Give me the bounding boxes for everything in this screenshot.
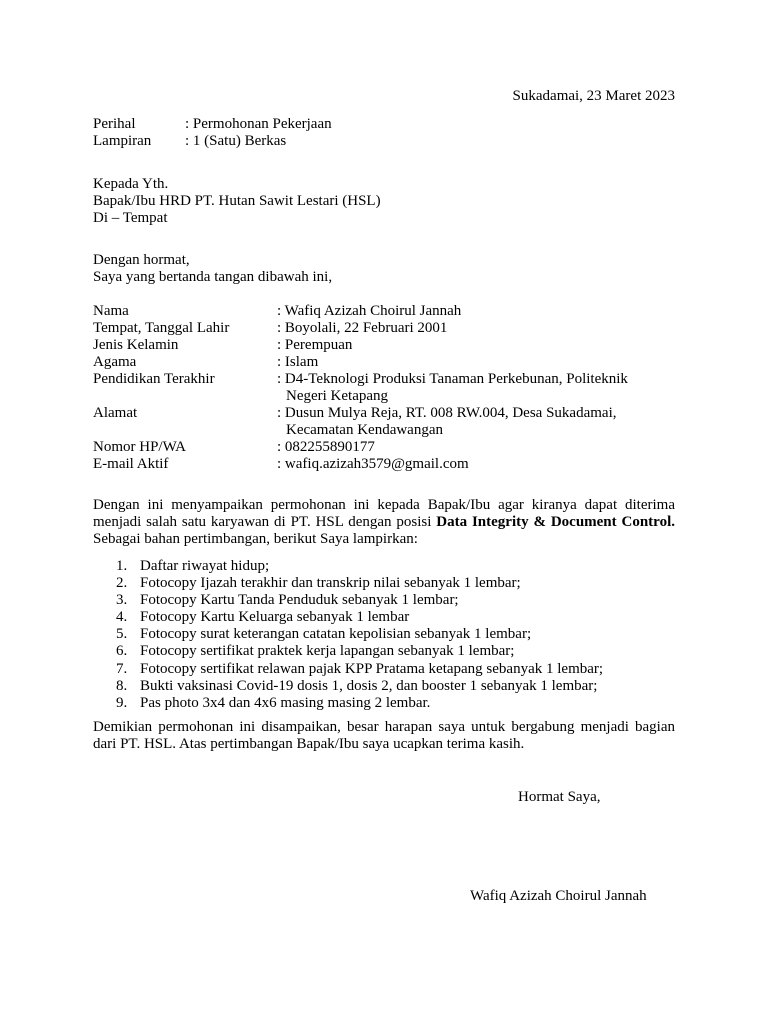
list-number: 8. <box>116 677 128 694</box>
list-text: Fotocopy surat keterangan catatan kepolisian sebanyak 1 lembar; <box>140 626 532 643</box>
place-date: Sukadamai, 23 Maret 2023 <box>512 88 675 104</box>
list-number: 7. <box>116 660 128 677</box>
list-number: 6. <box>116 643 128 660</box>
body-line-position <box>93 514 675 531</box>
list-text: Fotocopy Kartu Keluarga sebanyak 1 lembar <box>140 609 410 626</box>
attachment-list <box>116 558 603 712</box>
field-row-phone <box>93 439 375 456</box>
list-item <box>116 695 603 712</box>
field-value: : Perempuan <box>277 337 353 353</box>
meta-value: : 1 (Satu) Berkas <box>185 133 287 149</box>
field-value: : Islam <box>277 354 319 370</box>
field-value-continuation: Negeri Ketapang <box>286 388 389 404</box>
field-label: Jenis Kelamin <box>93 337 179 353</box>
meta-value: : Permohonan Pekerjaan <box>185 116 332 132</box>
list-item <box>116 558 603 575</box>
list-item <box>116 592 603 609</box>
closing-salutation: Hormat Saya, <box>518 789 601 805</box>
recipient-line: Kepada Yth. <box>93 176 169 192</box>
field-label: Tempat, Tanggal Lahir <box>93 320 230 336</box>
recipient-line: Bapak/Ibu HRD PT. Hutan Sawit Lestari (HSL) <box>93 193 381 209</box>
list-item <box>116 575 603 592</box>
list-item <box>116 678 603 695</box>
body-line-prefix: menjadi salah satu karyawan di PT. HSL dengan posisi <box>93 514 437 530</box>
body-line: Sebagai bahan pertimbangan, berikut Saya lampirkan: <box>93 531 418 547</box>
list-text: Fotocopy Kartu Tanda Penduduk sebanyak 1 lembar; <box>140 592 459 609</box>
list-text: Fotocopy Ijazah terakhir dan transkrip nilai sebanyak 1 lembar; <box>140 575 521 592</box>
field-label: Nomor HP/WA <box>93 439 186 455</box>
field-value-block <box>277 371 628 405</box>
field-label: Nama <box>93 303 129 319</box>
body-line: Dengan ini menyampaikan permohonan ini kepada Bapak/Ibu agar kiranya dapat diterima <box>93 497 675 513</box>
list-text: Pas photo 3x4 dan 4x6 masing masing 2 lembar. <box>140 694 431 711</box>
field-label: Agama <box>93 354 137 370</box>
closing-line: dari PT. HSL. Atas pertimbangan Bapak/Ibu saya ucapkan terima kasih. <box>93 736 525 752</box>
list-number: 4. <box>116 609 128 626</box>
list-number: 9. <box>116 694 128 711</box>
field-value: : Dusun Mulya Reja, RT. 008 RW.004, Desa Sukadamai, <box>277 405 617 421</box>
field-value: : wafiq.azizah3579@gmail.com <box>277 456 469 472</box>
closing-line: Demikian permohonan ini disampaikan, besar harapan saya untuk bergabung menjadi bagian <box>93 719 675 735</box>
meta-label: Perihal <box>93 116 136 132</box>
field-label: Alamat <box>93 405 138 421</box>
field-value: : D4-Teknologi Produksi Tanaman Perkebunan, Politeknik <box>277 371 628 387</box>
field-row-name <box>93 303 461 320</box>
field-value-continuation: Kecamatan Kendawangan <box>286 422 444 438</box>
field-value-block <box>277 405 617 439</box>
body-paragraph <box>93 497 675 548</box>
list-text: Fotocopy sertifikat relawan pajak KPP Pratama ketapang sebanyak 1 lembar; <box>140 660 604 677</box>
field-row-email <box>93 456 469 473</box>
field-label: E-mail Aktif <box>93 456 169 472</box>
list-text: Fotocopy sertifikat praktek kerja lapangan sebanyak 1 lembar; <box>140 643 515 660</box>
list-number: 2. <box>116 575 128 592</box>
list-text: Bukti vaksinasi Covid-19 dosis 1, dosis 2, dan booster 1 sebanyak 1 lembar; <box>140 677 598 694</box>
list-item <box>116 626 603 643</box>
recipient-line: Di – Tempat <box>93 210 168 226</box>
greeting: Dengan hormat, <box>93 252 190 268</box>
intro-line: Saya yang bertanda tangan dibawah ini, <box>93 269 333 285</box>
list-number: 5. <box>116 626 128 643</box>
list-number: 1. <box>116 558 128 574</box>
list-number: 3. <box>116 592 128 609</box>
field-row-birth <box>93 320 447 337</box>
field-row-address <box>93 405 617 439</box>
meta-label: Lampiran <box>93 133 152 149</box>
job-position: Data Integrity & Document Control. <box>436 514 675 530</box>
field-row-religion <box>93 354 318 371</box>
field-value: : Wafiq Azizah Choirul Jannah <box>277 303 462 319</box>
field-row-education <box>93 371 628 405</box>
list-item <box>116 609 603 626</box>
meta-row-subject <box>93 116 332 133</box>
field-value: : 082255890177 <box>277 439 375 455</box>
signatory-name: Wafiq Azizah Choirul Jannah <box>470 888 647 904</box>
closing-paragraph <box>93 719 675 753</box>
meta-row-attachment <box>93 133 286 150</box>
field-label: Pendidikan Terakhir <box>93 371 215 387</box>
field-row-gender <box>93 337 352 354</box>
list-item <box>116 661 603 678</box>
list-text: Daftar riwayat hidup; <box>140 558 270 574</box>
list-item <box>116 643 603 660</box>
field-value: : Boyolali, 22 Februari 2001 <box>277 320 448 336</box>
